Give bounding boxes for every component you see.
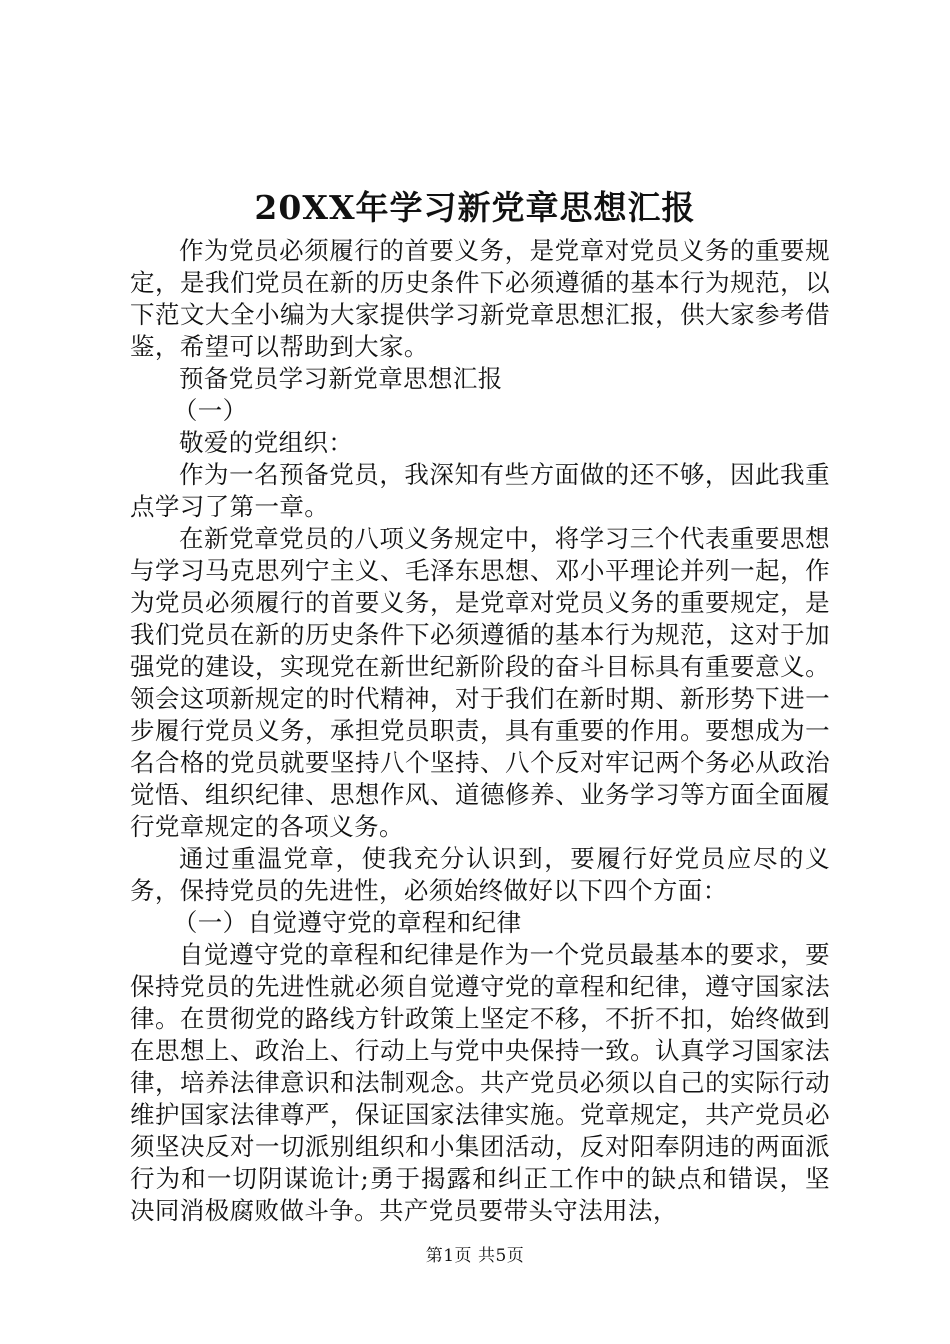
paragraph-body: 在新党章党员的八项义务规定中，将学习三个代表重要思想与学习马克思列宁主义、毛泽东思想、邓小平理论并列一起，作为党员必须履行的首要义务，是党章对党员义务的重要规定，是我们党员在新的历史条件下必须遵循的基本行为规范，这对于加强党的建设，实现党在新世纪新阶段的奋斗目标具有重要意义。领会这项新规定的时代精神，对于我们在新时期、新形势下进一步履行党员义务，承担党员职责，具有重要的作用。要想成为一名合格的党员就要坚持八个坚持、八个反对牢记两个务必从政治觉悟、组织纪律、思想作风、道德修养、业务学习等方面全面履行党章规定的各项义务。 — [130, 524, 830, 841]
paragraph-body: 自觉遵守党的章程和纪律是作为一个党员最基本的要求，要保持党员的先进性就必须自觉遵守党的章程和纪律，遵守国家法律。在贯彻党的路线方针政策上坚定不移，不折不扣，始终做到在思想上、政治上、行动上与党中央保持一致。认真学习国家法律，培养法律意识和法制观念。共产党员必须以自己的实际行动维护国家法律尊严，保证国家法律实施。党章规定，共产党员必须坚决反对一切派别组织和小集团活动，反对阳奉阴违的两面派行为和一切阴谋诡计;勇于揭露和纠正工作中的缺点和错误，坚决同消极腐败做斗争。共产党员要带头守法用法， — [130, 940, 830, 1225]
document-body — [130, 235, 830, 1227]
paragraph-salutation: 敬爱的党组织： — [179, 428, 354, 457]
paragraph-heading: （一）自觉遵守党的章程和纪律 — [172, 908, 522, 937]
paragraph-section-number: （一） — [172, 396, 248, 425]
paragraph-subtitle: 预备党员学习新党章思想汇报 — [179, 364, 503, 393]
paragraph-intro: 作为党员必须履行的首要义务，是党章对党员义务的重要规定，是我们党员在新的历史条件下必须遵循的基本行为规范，以下范文大全小编为大家提供学习新党章思想汇报，供大家参考借鉴，希望可以帮助到大家。 — [130, 236, 830, 361]
paragraph-body: 作为一名预备党员，我深知有些方面做的还不够，因此我重点学习了第一章。 — [130, 460, 830, 521]
document-title: 20XX年学习新党章思想汇报 — [254, 188, 696, 227]
paragraph-body: 通过重温党章，使我充分认识到，要履行好党员应尽的义务，保持党员的先进性，必须始终做好以下四个方面： — [130, 844, 830, 905]
page-number-footer: 第1页 共5页 — [425, 1246, 525, 1266]
